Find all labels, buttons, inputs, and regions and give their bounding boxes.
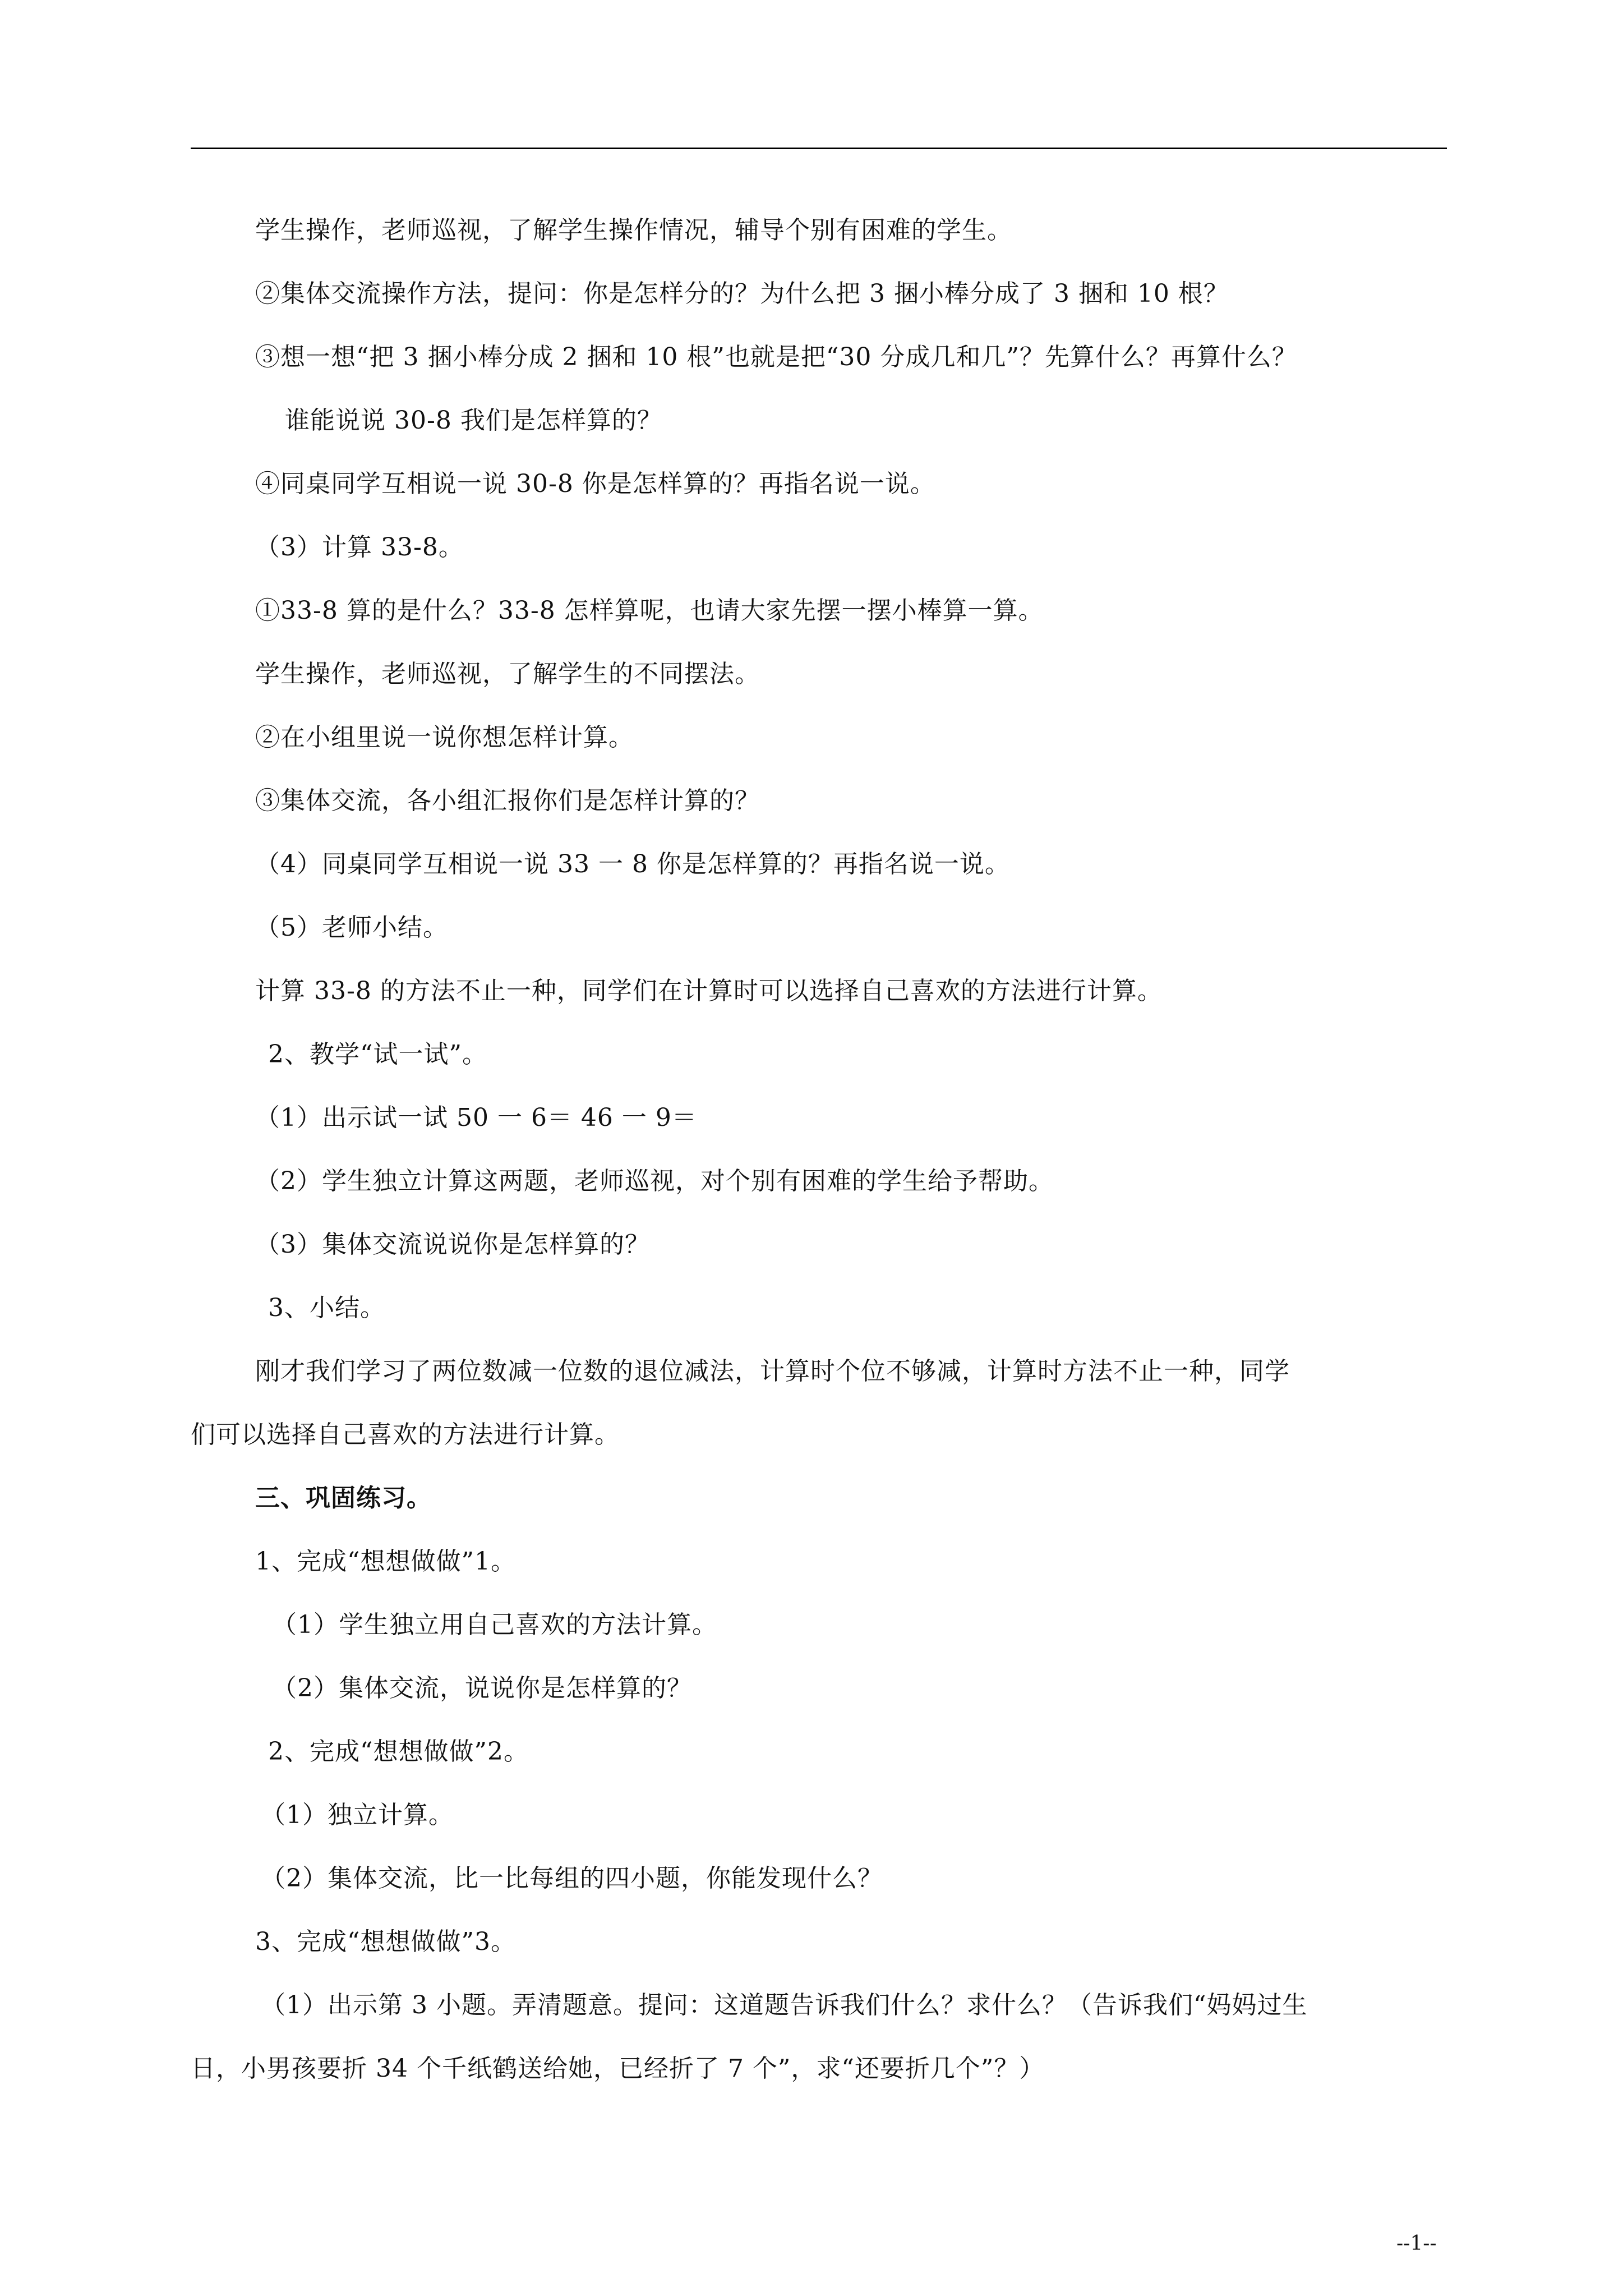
text-line: （3）集体交流说说你是怎样算的？ (255, 1230, 650, 1259)
text-line: （5）老师小结。 (255, 913, 448, 942)
text-line: （1）出示第 3 小题。弄清题意。提问：这道题告诉我们什么？求什么？（告诉我们“妈妈过生 (261, 1991, 1308, 2019)
text-line: （1）学生独立用自己喜欢的方法计算。 (272, 1611, 717, 1639)
text-line: ①33-8 算的是什么？33-8 怎样算呢，也请大家先摆一摆小棒算一算。 (255, 596, 1044, 625)
text-line: 3、小结。 (268, 1294, 385, 1322)
text-line: （3）计算 33-8。 (255, 533, 464, 562)
text-line: 3、完成“想想做做”3。 (255, 1927, 516, 1956)
text-line: ④同桌同学互相说一说 30-8 你是怎样算的？再指名说一说。 (255, 470, 935, 498)
text-line: （4）同桌同学互相说一说 33 一 8 你是怎样算的？再指名说一说。 (255, 850, 1010, 878)
text-line: 2、完成“想想做做”2。 (268, 1737, 529, 1766)
text-line: 2、教学“试一试”。 (268, 1040, 487, 1069)
text-line: （2）集体交流，说说你是怎样算的？ (272, 1674, 692, 1703)
text-line: 计算 33-8 的方法不止一种，同学们在计算时可以选择自己喜欢的方法进行计算。 (255, 977, 1163, 1005)
text-line: 1、完成“想想做做”1。 (255, 1547, 516, 1576)
text-line: （1）独立计算。 (261, 1801, 454, 1829)
text-line: 学生操作，老师巡视，了解学生操作情况，辅导个别有困难的学生。 (255, 216, 1012, 245)
text-line: （1）出示试一试 50 一 6＝ 46 一 9＝ (255, 1103, 697, 1132)
text-line: ③集体交流，各小组汇报你们是怎样计算的？ (255, 786, 760, 815)
text-line: 刚才我们学习了两位数减一位数的退位减法，计算时个位不够减，计算时方法不止一种，同学 (255, 1357, 1290, 1386)
text-line: ②集体交流操作方法，提问：你是怎样分的？为什么把 3 捆小棒分成了 3 捆和 10 根？ (255, 279, 1229, 308)
section-heading: 三、巩固练习。 (255, 1484, 432, 1512)
text-line: ③想一想“把 3 捆小棒分成 2 捆和 10 根”也就是把“30 分成几和几”？先算什么？再算什么？ (255, 343, 1297, 371)
text-line: 们可以选择自己喜欢的方法进行计算。 (191, 1420, 620, 1449)
text-line: （2）集体交流，比一比每组的四小题，你能发现什么？ (261, 1864, 883, 1893)
page-number: --1-- (1396, 2232, 1437, 2255)
text-line: 谁能说说 30-8 我们是怎样算的？ (285, 406, 662, 435)
text-line: ②在小组里说一说你想怎样计算。 (255, 723, 634, 752)
text-line: （2）学生独立计算这两题，老师巡视，对个别有困难的学生给予帮助。 (255, 1167, 1054, 1195)
text-line: 学生操作，老师巡视，了解学生的不同摆法。 (255, 660, 760, 688)
text-line: 日，小男孩要折 34 个千纸鹤送给她，已经折了 7 个”，求“还要折几个”？） (191, 2054, 1045, 2083)
header-rule (191, 148, 1447, 149)
